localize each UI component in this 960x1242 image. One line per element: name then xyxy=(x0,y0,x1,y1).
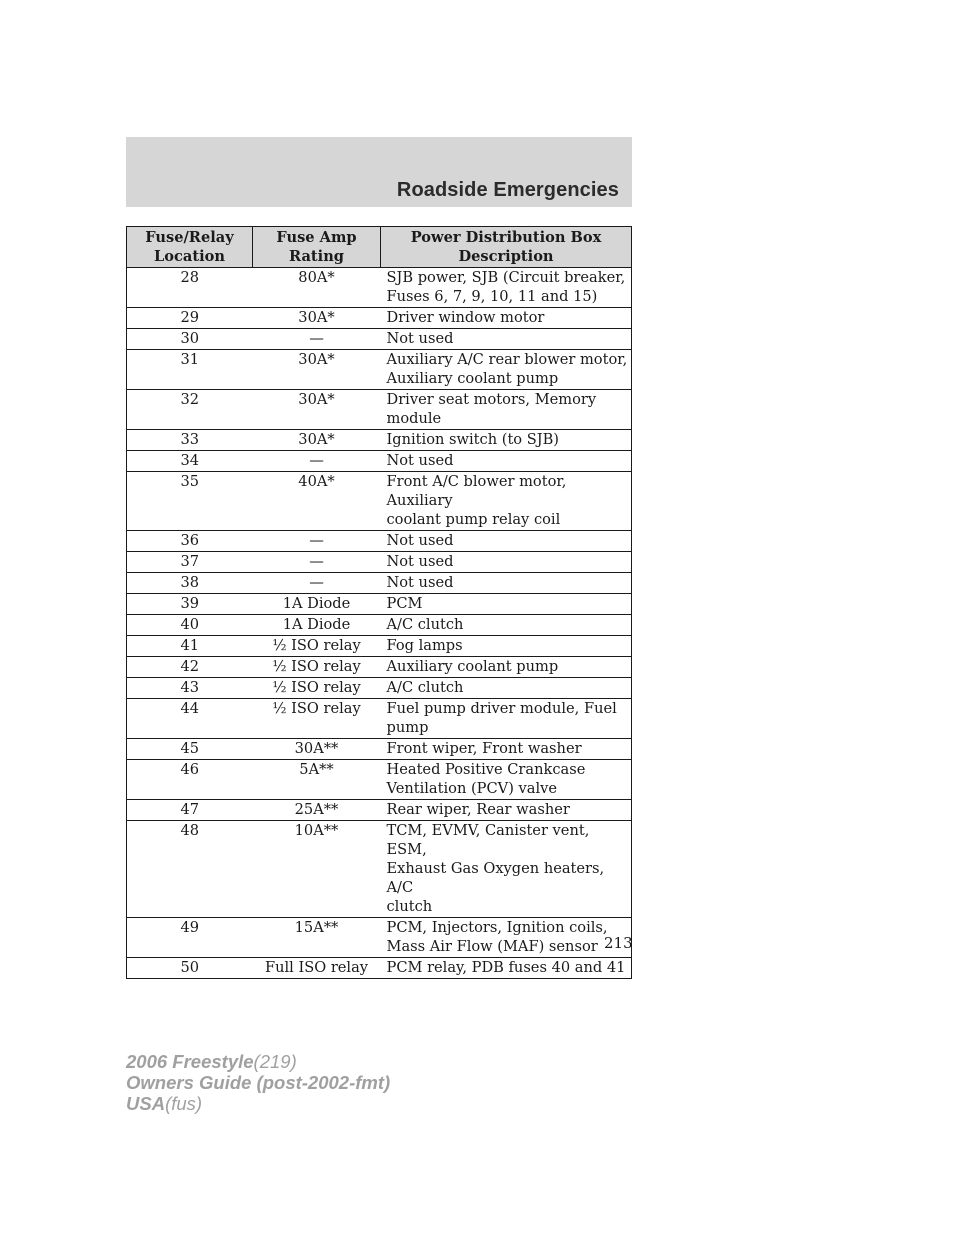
description-line: Auxiliary coolant pump xyxy=(386,370,559,387)
description-line: Front wiper, Front washer xyxy=(386,740,582,757)
cell-description xyxy=(381,678,632,699)
cell-location: 35 xyxy=(127,472,253,531)
table-row xyxy=(127,800,632,821)
document-footer xyxy=(126,1051,390,1114)
cell-rating: 30A* xyxy=(253,390,381,430)
table-row xyxy=(127,350,632,390)
cell-rating: 15A** xyxy=(253,918,381,958)
cell-description xyxy=(381,657,632,678)
column-header-line: Rating xyxy=(288,248,345,265)
cell-rating: 80A* xyxy=(253,268,381,308)
description-line: PCM relay, PDB fuses 40 and 41 xyxy=(386,959,626,976)
table-row xyxy=(127,739,632,760)
table-row xyxy=(127,958,632,979)
fuse-relay-table xyxy=(126,226,632,979)
cell-description xyxy=(381,451,632,472)
cell-location: 41 xyxy=(127,636,253,657)
cell-location: 48 xyxy=(127,821,253,918)
table-row xyxy=(127,308,632,329)
description-line: Rear wiper, Rear washer xyxy=(386,801,570,818)
cell-description xyxy=(381,308,632,329)
cell-description xyxy=(381,615,632,636)
cell-rating: 40A* xyxy=(253,472,381,531)
cell-description xyxy=(381,918,632,958)
cell-description xyxy=(381,329,632,350)
cell-rating: ½ ISO relay xyxy=(253,699,381,739)
cell-description xyxy=(381,821,632,918)
description-line: Fog lamps xyxy=(386,637,463,654)
description-line: Not used xyxy=(386,452,454,469)
table-row xyxy=(127,699,632,739)
section-header-band xyxy=(126,137,632,207)
table-row xyxy=(127,821,632,918)
cell-location: 39 xyxy=(127,594,253,615)
table-row xyxy=(127,918,632,958)
description-line: module xyxy=(386,410,442,427)
cell-location: 38 xyxy=(127,573,253,594)
cell-location: 40 xyxy=(127,615,253,636)
cell-rating: 30A** xyxy=(253,739,381,760)
table-header-row xyxy=(127,227,632,268)
cell-location: 46 xyxy=(127,760,253,800)
cell-description xyxy=(381,430,632,451)
table-row xyxy=(127,329,632,350)
cell-rating: — xyxy=(253,531,381,552)
column-header-line: Fuse Amp xyxy=(276,229,357,246)
column-header-location xyxy=(127,227,253,268)
cell-location: 47 xyxy=(127,800,253,821)
cell-rating: Full ISO relay xyxy=(253,958,381,979)
table-row xyxy=(127,472,632,531)
description-line: Driver seat motors, Memory xyxy=(386,391,597,408)
footer-model-code: (219) xyxy=(253,1051,297,1072)
cell-description xyxy=(381,800,632,821)
cell-location: 32 xyxy=(127,390,253,430)
description-line: Not used xyxy=(386,330,454,347)
cell-rating: 30A* xyxy=(253,430,381,451)
description-line: A/C clutch xyxy=(386,616,464,633)
cell-location: 37 xyxy=(127,552,253,573)
footer-model: 2006 Freestyle xyxy=(126,1051,254,1072)
cell-rating: ½ ISO relay xyxy=(253,636,381,657)
cell-rating: 30A* xyxy=(253,308,381,329)
description-line: Not used xyxy=(386,574,454,591)
cell-description xyxy=(381,594,632,615)
description-line: Exhaust Gas Oxygen heaters, A/C xyxy=(386,860,605,896)
cell-location: 34 xyxy=(127,451,253,472)
table-row xyxy=(127,430,632,451)
cell-location: 36 xyxy=(127,531,253,552)
column-header-rating xyxy=(253,227,381,268)
column-header-description xyxy=(381,227,632,268)
table-row xyxy=(127,573,632,594)
cell-location: 49 xyxy=(127,918,253,958)
cell-location: 45 xyxy=(127,739,253,760)
column-header-line: Description xyxy=(458,248,554,265)
table-row xyxy=(127,531,632,552)
table-body xyxy=(127,268,632,979)
table-row xyxy=(127,552,632,573)
table-row xyxy=(127,390,632,430)
section-title: Roadside Emergencies xyxy=(396,179,619,201)
description-line: TCM, EVMV, Canister vent, ESM, xyxy=(386,822,590,858)
description-line: Auxiliary coolant pump xyxy=(386,658,559,675)
page-number: 213 xyxy=(604,934,633,952)
footer-line xyxy=(126,1093,390,1114)
cell-rating: 10A** xyxy=(253,821,381,918)
cell-location: 42 xyxy=(127,657,253,678)
description-line: Driver window motor xyxy=(386,309,545,326)
table-row xyxy=(127,760,632,800)
cell-location: 33 xyxy=(127,430,253,451)
cell-rating: — xyxy=(253,451,381,472)
cell-location: 50 xyxy=(127,958,253,979)
cell-description xyxy=(381,760,632,800)
table-row xyxy=(127,657,632,678)
cell-rating: — xyxy=(253,552,381,573)
column-header-line: Fuse/Relay xyxy=(145,229,234,246)
table-row xyxy=(127,451,632,472)
description-line: PCM, Injectors, Ignition coils, xyxy=(386,919,608,936)
cell-rating: — xyxy=(253,573,381,594)
description-line: Not used xyxy=(386,553,454,570)
footer-guide: Owners Guide (post-2002-fmt) xyxy=(126,1072,391,1093)
cell-description xyxy=(381,552,632,573)
footer-line xyxy=(126,1051,390,1072)
table-row xyxy=(127,615,632,636)
description-line: pump xyxy=(386,719,429,736)
footer-market: USA xyxy=(126,1093,166,1114)
description-line: Front A/C blower motor, Auxiliary xyxy=(386,473,567,509)
cell-description xyxy=(381,636,632,657)
cell-rating: — xyxy=(253,329,381,350)
description-line: Fuel pump driver module, Fuel xyxy=(386,700,617,717)
cell-description xyxy=(381,699,632,739)
description-line: clutch xyxy=(386,898,433,915)
description-line: Mass Air Flow (MAF) sensor xyxy=(386,938,598,955)
cell-rating: 25A** xyxy=(253,800,381,821)
table-row xyxy=(127,594,632,615)
cell-description xyxy=(381,531,632,552)
cell-description xyxy=(381,573,632,594)
cell-description xyxy=(381,350,632,390)
description-line: Heated Positive Crankcase xyxy=(386,761,586,778)
cell-description xyxy=(381,958,632,979)
cell-description xyxy=(381,268,632,308)
cell-rating: 1A Diode xyxy=(253,615,381,636)
cell-location: 30 xyxy=(127,329,253,350)
cell-location: 28 xyxy=(127,268,253,308)
cell-description xyxy=(381,472,632,531)
cell-location: 31 xyxy=(127,350,253,390)
description-line: Auxiliary A/C rear blower motor, xyxy=(386,351,628,368)
cell-description xyxy=(381,390,632,430)
cell-location: 44 xyxy=(127,699,253,739)
cell-description xyxy=(381,739,632,760)
table-row xyxy=(127,678,632,699)
cell-rating: ½ ISO relay xyxy=(253,678,381,699)
cell-location: 29 xyxy=(127,308,253,329)
column-header-line: Power Distribution Box xyxy=(410,229,602,246)
description-line: Fuses 6, 7, 9, 10, 11 and 15) xyxy=(386,288,598,305)
table-row xyxy=(127,636,632,657)
cell-rating: 30A* xyxy=(253,350,381,390)
description-line: Ventilation (PCV) valve xyxy=(386,780,558,797)
description-line: Ignition switch (to SJB) xyxy=(386,431,560,448)
cell-rating: ½ ISO relay xyxy=(253,657,381,678)
footer-market-code: (fus) xyxy=(165,1093,203,1114)
cell-location: 43 xyxy=(127,678,253,699)
cell-rating: 5A** xyxy=(253,760,381,800)
description-line: SJB power, SJB (Circuit breaker, xyxy=(386,269,626,286)
description-line: PCM xyxy=(386,595,423,612)
description-line: A/C clutch xyxy=(386,679,464,696)
column-header-line: Location xyxy=(154,248,225,265)
cell-rating: 1A Diode xyxy=(253,594,381,615)
description-line: coolant pump relay coil xyxy=(386,511,561,528)
table-row xyxy=(127,268,632,308)
description-line: Not used xyxy=(386,532,454,549)
